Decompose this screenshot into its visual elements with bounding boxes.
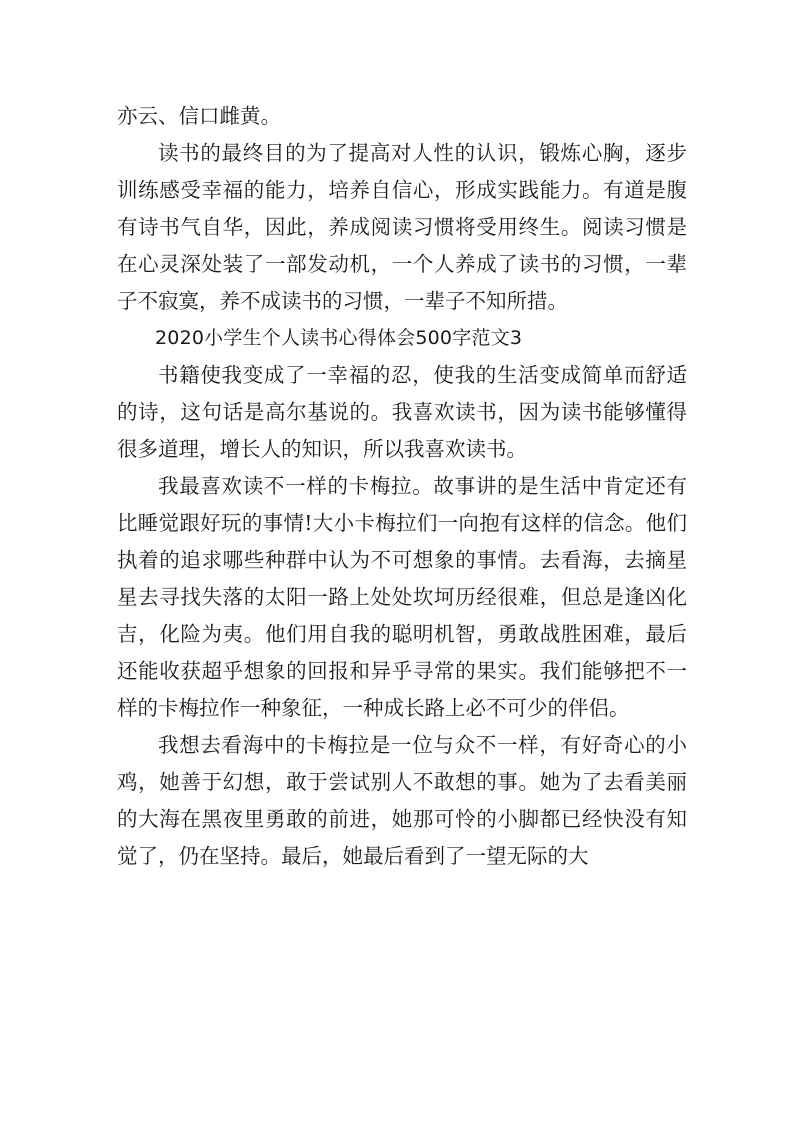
- paragraph-camela-story: 我最喜欢读不一样的卡梅拉。故事讲的是生活中肯定还有比睡觉跟好玩的事情!大小卡梅拉们一向抱有这样的信念。他们执着的追求哪些种群中认为不可想象的事情。去看海，去摘星星去寻找失落的太阳一路上处处坎坷历经很难，但总是逢凶化吉，化险为夷。他们用自我的聪明机智，勇敢战胜困难，最后还能收获超乎想象的回报和异乎寻常的果实。我们能够把不一样的卡梅拉作一种象征，一种成长路上必不可少的伴侣。: [117, 474, 687, 720]
- paragraph-see-the-sea: 我想去看海中的卡梅拉是一位与众不一样，有好奇心的小鸡，她善于幻想，敢于尝试别人不敢想的事。她为了去看美丽的大海在黑夜里勇敢的前进，她那可怜的小脚都已经快没有知觉了，仍在坚持。最后，她最后看到了一望无际的大: [117, 733, 687, 868]
- document-body: [117, 98, 687, 875]
- paragraph-reading-purpose: 读书的最终目的为了提高对人性的认识，锻炼心胸，逐步训练感受幸福的能力，培养自信心，形成实践能力。有道是腹有诗书气自华，因此，养成阅读习惯将受用终生。阅读习惯是在心灵深处装了一部发动机，一个人养成了读书的习惯，一辈子不寂寞，养不成读书的习惯，一辈子不知所措。: [117, 141, 687, 313]
- paragraph-continuation: 亦云、信口雌黄。: [117, 104, 281, 128]
- paragraph-gorky-quote: 书籍使我变成了一幸福的忍，使我的生活变成简单而舒适的诗，这句话是高尔基说的。我喜欢读书，因为读书能够懂得很多道理，增长人的知识，所以我喜欢读书。: [117, 363, 687, 461]
- section-heading: 2020小学生个人读书心得体会500字范文3: [155, 327, 523, 349]
